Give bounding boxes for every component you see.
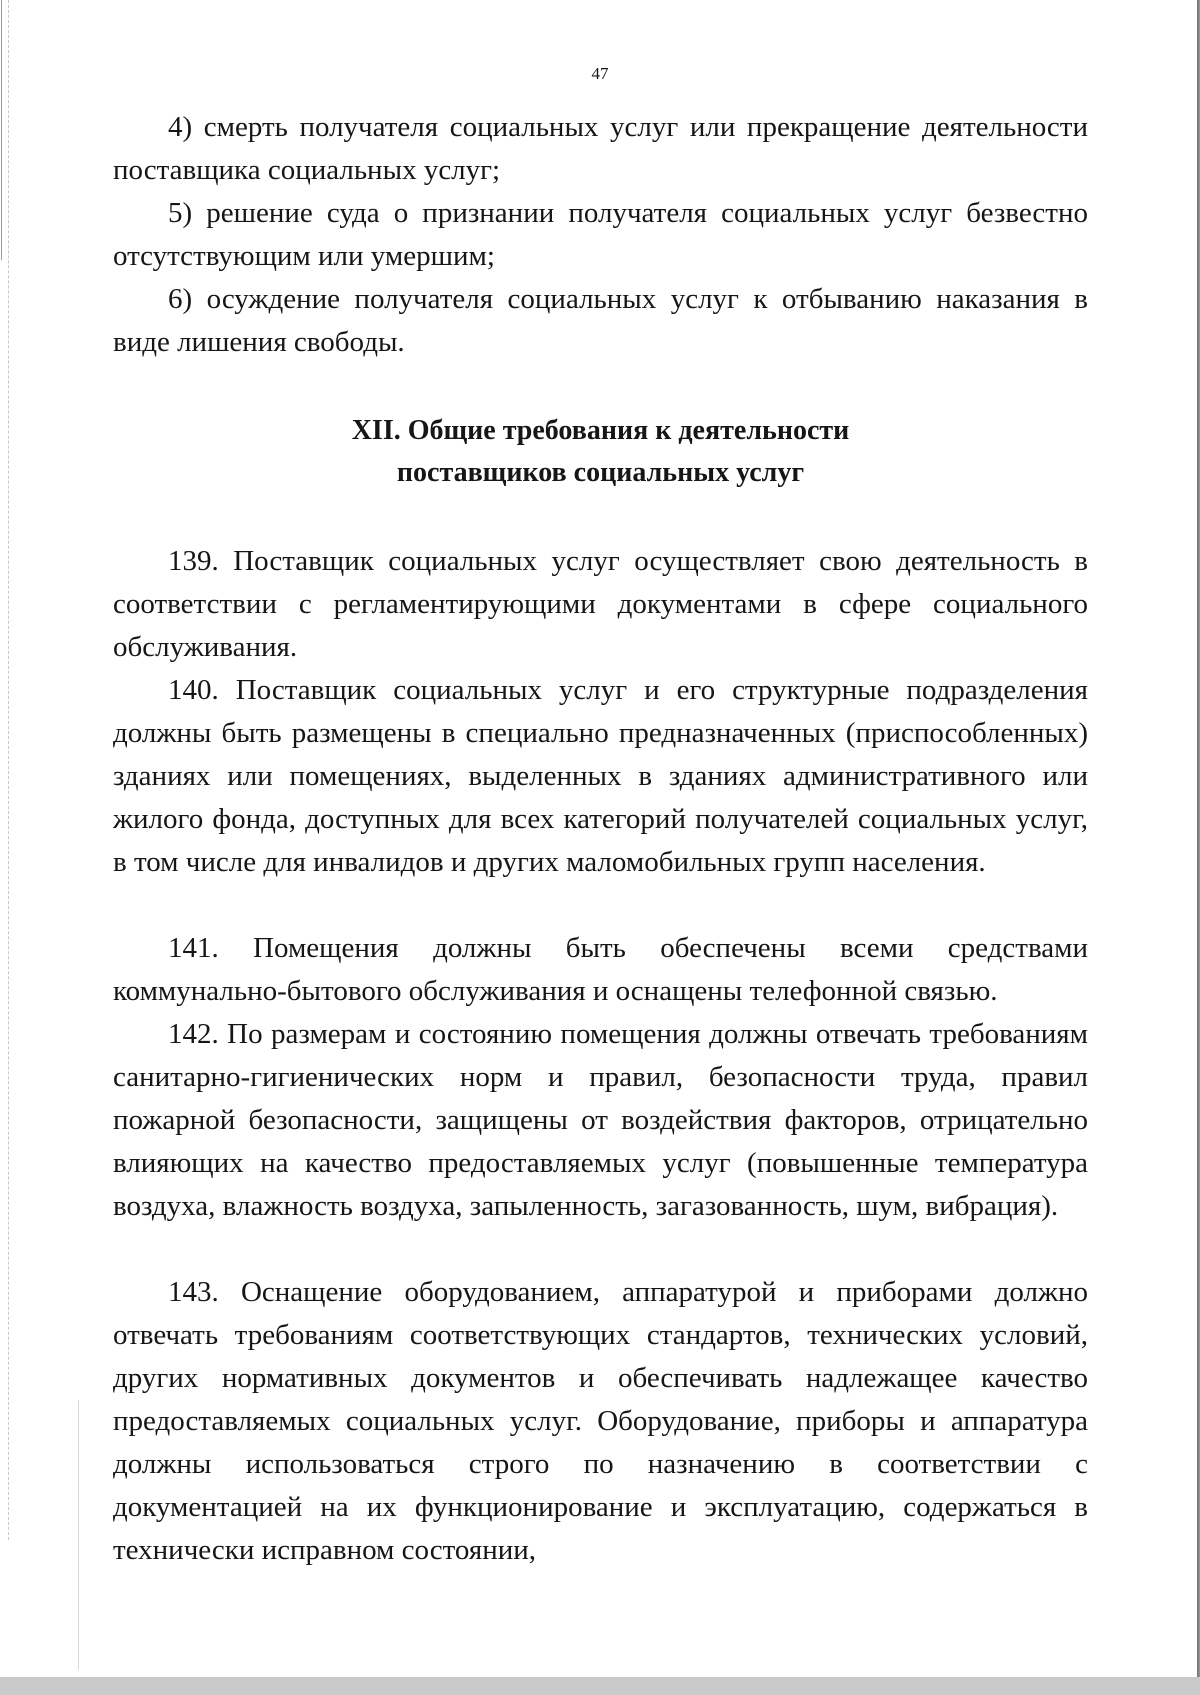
paragraph-141: 141. Помещения должны быть обеспечены всеми средствами коммунально-бытового обслуживания и оснащены телефонной связью. (113, 932, 1088, 1007)
page-number: 47 (591, 64, 609, 83)
section-heading-line-2: поставщиков социальных услуг (396, 457, 805, 488)
scan-left-edge (1, 0, 2, 260)
section-heading (113, 410, 1088, 494)
scan-left-dashed-edge (8, 0, 9, 1540)
list-item-5: 5) решение суда о признании получателя социальных услуг безвестно отсутствующим или умершим; (113, 197, 1088, 272)
paragraph-143: 143. Оснащение оборудованием, аппаратурой и приборами должно отвечать требованиям соответствующих стандартов, технических условий, других нормативных документов и обеспечивать надлежащее качество предоставляемых социальных услуг. Оборудование, приборы и аппаратура должны использоваться строго по назначению в соответствии с документацией на их функционирование и эксплуатацию, содержаться в технически исправном состоянии, (113, 1276, 1088, 1566)
paragraph-139: 139. Поставщик социальных услуг осуществляет свою деятельность в соответствии с регламентирующими документами в сфере социального обслуживания. (113, 545, 1088, 663)
list-item-4: 4) смерть получателя социальных услуг или прекращение деятельности поставщика социальных услуг; (113, 111, 1088, 186)
paragraph-142: 142. По размерам и состоянию помещения должны отвечать требованиям санитарно-гигиенических норм и правил, безопасности труда, правил пожарной безопасности, защищены от воздействия факторов, отрицательно влияющих на качество предоставляемых услуг (повышенные температура воздуха, влажность воздуха, запыленность, загазованность, шум, вибрация). (113, 1018, 1088, 1222)
scan-bottom-band (0, 1677, 1200, 1695)
list-item-6: 6) осуждение получателя социальных услуг к отбыванию наказания в виде лишения свободы. (113, 283, 1088, 358)
paragraph-140: 140. Поставщик социальных услуг и его структурные подразделения должны быть размещены в специально предназначенных (приспособленных) зданиях или помещениях, выделенных в зданиях административного или жилого фонда, доступных для всех категорий получателей социальных услуг, в том числе для инвалидов и других маломобильных групп населения. (113, 674, 1088, 878)
scan-inner-edge (78, 1400, 79, 1670)
section-heading-line-1: XII. Общие требования к деятельности (351, 415, 850, 446)
